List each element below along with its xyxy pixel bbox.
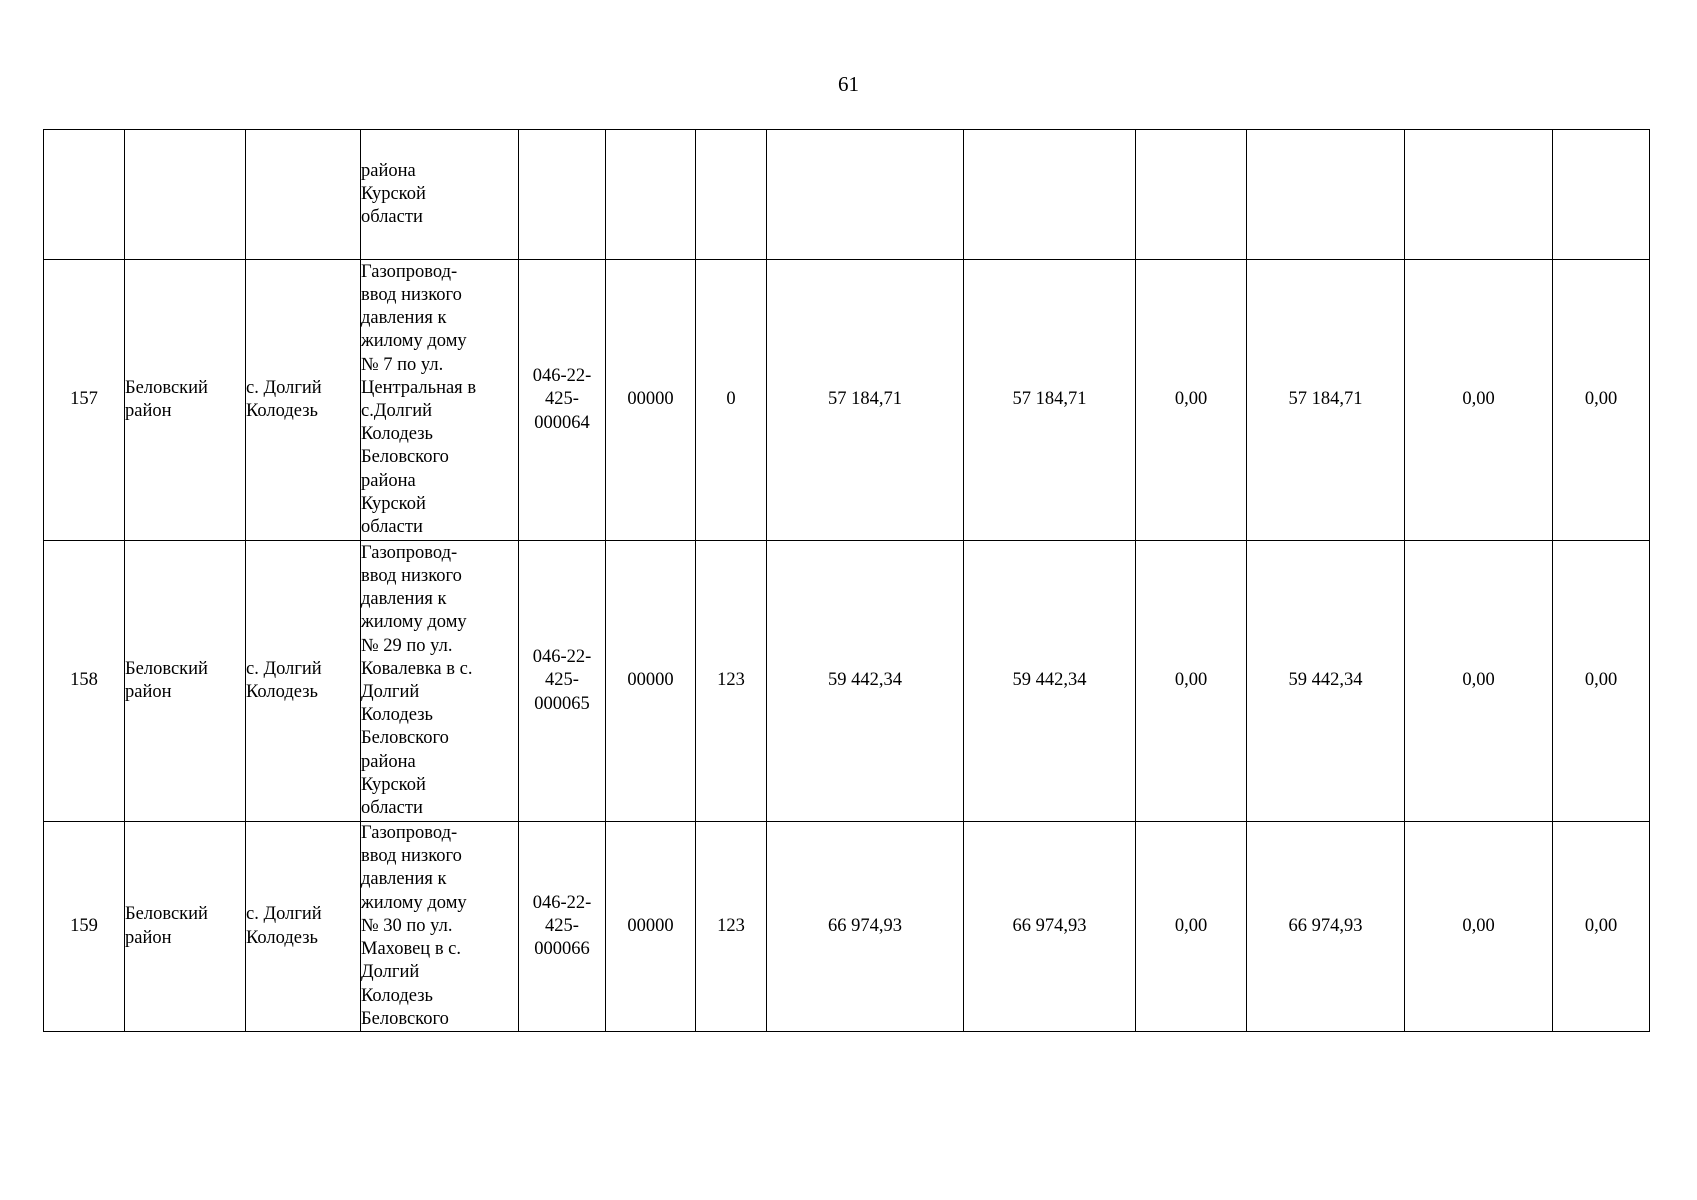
code-text: 00000 bbox=[627, 915, 674, 936]
amount-text: 57 184,71 bbox=[828, 389, 902, 410]
cell-village bbox=[246, 822, 361, 1032]
cell-amount-2 bbox=[964, 541, 1136, 822]
cell-num bbox=[44, 260, 125, 541]
cell-cadastral bbox=[519, 130, 606, 260]
cell-amount-6 bbox=[1553, 822, 1650, 1032]
cell-district bbox=[125, 130, 246, 260]
code-text: 00000 bbox=[627, 670, 674, 691]
cell-code bbox=[606, 541, 696, 822]
amount-text: 66 974,93 bbox=[828, 915, 902, 936]
cell-amount-1 bbox=[767, 260, 964, 541]
cell-amount-4 bbox=[1247, 260, 1405, 541]
cell-amount-2 bbox=[964, 130, 1136, 260]
cell-description bbox=[361, 541, 519, 822]
table-row bbox=[44, 260, 1650, 541]
code-text: 00000 bbox=[627, 389, 674, 410]
description-text: Газопровод- ввод низкого давления к жилому дому № 29 по ул. Ковалевка в с. Долгий Колодезь Беловского района Курской области bbox=[361, 542, 473, 819]
cell-amount-3 bbox=[1136, 822, 1247, 1032]
cell-amount-1 bbox=[767, 541, 964, 822]
page-number: 61 bbox=[838, 72, 859, 96]
cell-cadastral bbox=[519, 541, 606, 822]
amount-text: 0,00 bbox=[1462, 670, 1495, 691]
cell-amount-6 bbox=[1553, 260, 1650, 541]
cell-amount-5 bbox=[1405, 130, 1553, 260]
district-text: Беловский район bbox=[125, 377, 208, 421]
amount-text: 57 184,71 bbox=[1012, 389, 1087, 410]
cadastral-number: 046-22- 425- 000066 bbox=[532, 892, 592, 960]
amount-text: 0,00 bbox=[1584, 389, 1618, 410]
cadastral-number: 046-22- 425- 000064 bbox=[532, 366, 592, 433]
cell-amount-1 bbox=[767, 130, 964, 260]
row-number: 158 bbox=[70, 670, 98, 691]
cell-amount-3 bbox=[1136, 541, 1247, 822]
value-text: 0 bbox=[726, 389, 736, 410]
cell-cadastral bbox=[519, 260, 606, 541]
data-table bbox=[43, 129, 1650, 1032]
cell-num bbox=[44, 541, 125, 822]
value-text: 123 bbox=[717, 915, 745, 936]
cell-code bbox=[606, 130, 696, 260]
row-number: 159 bbox=[70, 915, 98, 936]
amount-text: 0,00 bbox=[1584, 670, 1618, 691]
description-text: Газопровод- ввод низкого давления к жилому дому № 7 по ул. Центральная в с.Долгий Колодезь Беловского района Курской области bbox=[361, 261, 477, 538]
amount-text: 66 974,93 bbox=[1288, 915, 1363, 936]
cell-amount-5 bbox=[1405, 822, 1553, 1032]
row-number: 157 bbox=[70, 389, 98, 410]
description-text: Газопровод- ввод низкого давления к жилому дому № 30 по ул. Маховец в с. Долгий Колодезь Беловского bbox=[361, 823, 467, 1029]
cell-value bbox=[696, 260, 767, 541]
amount-text: 0,00 bbox=[1584, 915, 1618, 936]
amount-text: 0,00 bbox=[1174, 670, 1208, 691]
cell-num bbox=[44, 822, 125, 1032]
cell-amount-1 bbox=[767, 822, 964, 1032]
cell-village bbox=[246, 541, 361, 822]
cell-amount-2 bbox=[964, 260, 1136, 541]
cell-district bbox=[125, 541, 246, 822]
cell-village bbox=[246, 130, 361, 260]
cell-amount-3 bbox=[1136, 260, 1247, 541]
village-text: с. Долгий Колодезь bbox=[246, 658, 322, 702]
village-text: с. Долгий Колодезь bbox=[246, 377, 322, 421]
cell-amount-4 bbox=[1247, 541, 1405, 822]
village-text: с. Долгий Колодезь bbox=[246, 904, 322, 948]
amount-text: 66 974,93 bbox=[1012, 915, 1087, 936]
amount-text: 0,00 bbox=[1174, 389, 1208, 410]
cell-amount-5 bbox=[1405, 260, 1553, 541]
cell-code bbox=[606, 260, 696, 541]
cell-amount-3 bbox=[1136, 130, 1247, 260]
cell-code bbox=[606, 822, 696, 1032]
cell-value bbox=[696, 541, 767, 822]
amount-text: 57 184,71 bbox=[1288, 389, 1363, 410]
cell-amount-4 bbox=[1247, 130, 1405, 260]
table-row bbox=[44, 541, 1650, 822]
description-text: района Курской области bbox=[361, 160, 426, 228]
cell-description bbox=[361, 130, 519, 260]
amount-text: 59 442,34 bbox=[1012, 670, 1087, 691]
district-text: Беловский район bbox=[125, 658, 208, 702]
cadastral-number: 046-22- 425- 000065 bbox=[532, 647, 592, 714]
cell-amount-6 bbox=[1553, 541, 1650, 822]
cell-description bbox=[361, 822, 519, 1032]
district-text: Беловский район bbox=[125, 904, 208, 948]
cell-description bbox=[361, 260, 519, 541]
amount-text: 0,00 bbox=[1462, 915, 1495, 936]
cell-num bbox=[44, 130, 125, 260]
cell-district bbox=[125, 260, 246, 541]
cell-amount-4 bbox=[1247, 822, 1405, 1032]
cell-amount-6 bbox=[1553, 130, 1650, 260]
amount-text: 59 442,34 bbox=[828, 670, 902, 691]
cell-cadastral bbox=[519, 822, 606, 1032]
table-row-continuation bbox=[44, 130, 1650, 260]
cell-amount-2 bbox=[964, 822, 1136, 1032]
cell-village bbox=[246, 260, 361, 541]
amount-text: 0,00 bbox=[1462, 389, 1495, 410]
amount-text: 0,00 bbox=[1174, 915, 1208, 936]
cell-value bbox=[696, 822, 767, 1032]
amount-text: 59 442,34 bbox=[1288, 670, 1363, 691]
table-row bbox=[44, 822, 1650, 1032]
cell-value bbox=[696, 130, 767, 260]
cell-district bbox=[125, 822, 246, 1032]
cell-amount-5 bbox=[1405, 541, 1553, 822]
value-text: 123 bbox=[717, 670, 745, 691]
